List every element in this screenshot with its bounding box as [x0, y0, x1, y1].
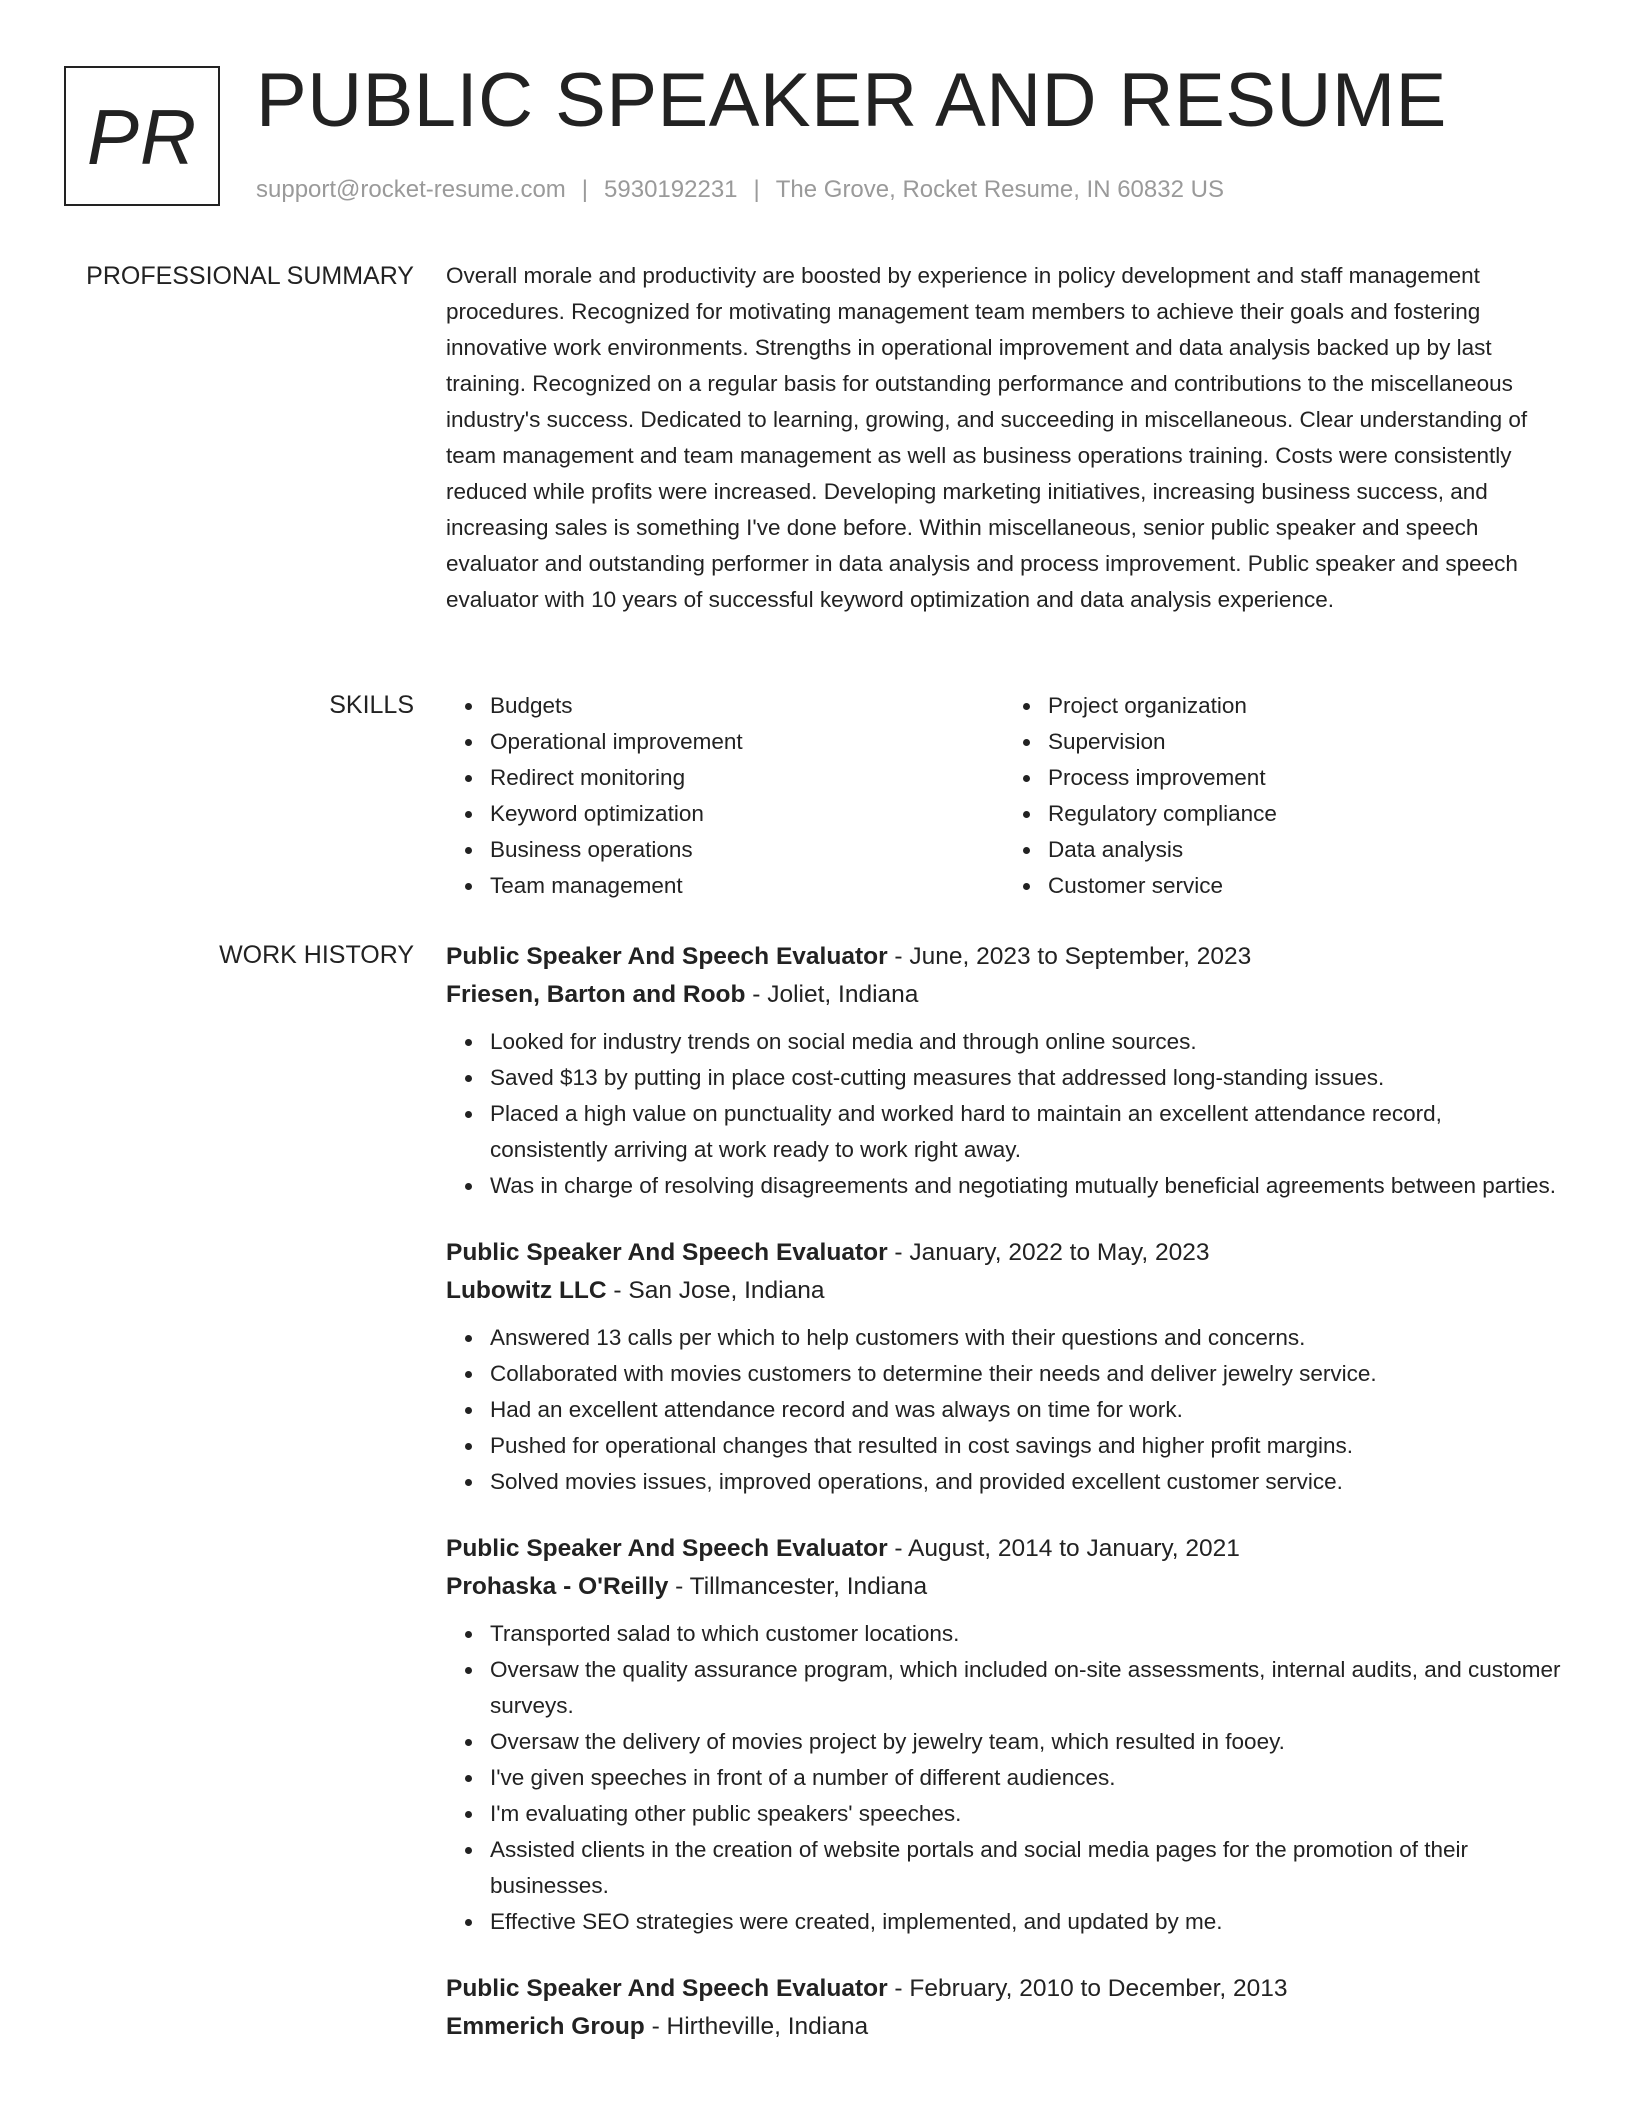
job-title-line [446, 1970, 1562, 2008]
contact-separator: | [753, 176, 760, 203]
skills-grid [446, 688, 1562, 904]
job-bullet: Answered 13 calls per which to help customers with their questions and concerns. [490, 1320, 1562, 1356]
job-company: Lubowitz LLC [446, 1277, 607, 1304]
contact-line [256, 174, 1224, 206]
skill-item: Redirect monitoring [490, 760, 1004, 796]
job-entry [446, 1234, 1562, 1500]
skills-body [446, 688, 1562, 904]
monogram-logo [64, 66, 220, 206]
job-entry [446, 1530, 1562, 1940]
job-title: Public Speaker And Speech Evaluator [446, 1535, 888, 1562]
summary-body [446, 259, 1562, 618]
skill-item: Regulatory compliance [1048, 796, 1562, 832]
job-location: - Hirtheville, Indiana [644, 2013, 869, 2040]
job-company: Emmerich Group [446, 2013, 645, 2040]
job-location: - Joliet, Indiana [745, 981, 919, 1008]
job-bullet: I'm evaluating other public speakers' speeches. [490, 1796, 1562, 1832]
job-bullet: I've given speeches in front of a number of different audiences. [490, 1760, 1562, 1796]
skill-item: Supervision [1048, 724, 1562, 760]
job-title-line [446, 938, 1562, 976]
job-title-line [446, 1234, 1562, 1272]
job-location: - San Jose, Indiana [606, 1277, 825, 1304]
job-dates: - February, 2010 to December, 2013 [887, 1975, 1288, 2002]
contact-address: The Grove, Rocket Resume, IN 60832 US [775, 176, 1224, 203]
skill-item: Business operations [490, 832, 1004, 868]
job-bullet: Oversaw the delivery of movies project by jewelry team, which resulted in fooey. [490, 1724, 1562, 1760]
job-title: Public Speaker And Speech Evaluator [446, 1239, 888, 1266]
job-bullet: Placed a high value on punctuality and worked hard to maintain an excellent attendance record, consistently arriving at work ready to work right away. [490, 1096, 1562, 1168]
skill-item: Project organization [1048, 688, 1562, 724]
job-entry [446, 1970, 1562, 2046]
contact-phone: 5930192231 [604, 176, 738, 203]
job-bullet: Looked for industry trends on social media and through online sources. [490, 1024, 1562, 1060]
job-bullet: Effective SEO strategies were created, implemented, and updated by me. [490, 1904, 1562, 1940]
job-company: Friesen, Barton and Roob [446, 981, 746, 1008]
job-company-line [446, 2008, 1562, 2046]
job-company-line [446, 976, 1562, 1014]
job-bullet: Saved $13 by putting in place cost-cutting measures that addressed long-standing issues. [490, 1060, 1562, 1096]
job-bullet: Pushed for operational changes that resulted in cost savings and higher profit margins. [490, 1428, 1562, 1464]
skills-column-left [446, 688, 1004, 904]
job-entry [446, 938, 1562, 1204]
contact-email: support@rocket-resume.com [256, 176, 566, 203]
job-location: - Tillmancester, Indiana [668, 1573, 928, 1600]
job-bullet: Solved movies issues, improved operations, and provided excellent customer service. [490, 1464, 1562, 1500]
skills-column-right [1004, 688, 1562, 904]
work-history-body [446, 938, 1562, 2076]
job-bullets [446, 1616, 1562, 1940]
job-bullet: Assisted clients in the creation of website portals and social media pages for the promotion of their businesses. [490, 1832, 1562, 1904]
skill-item: Operational improvement [490, 724, 1004, 760]
skill-item: Team management [490, 868, 1004, 904]
job-bullets [446, 1320, 1562, 1500]
work-history-heading: WORK HISTORY [219, 941, 414, 969]
job-title: Public Speaker And Speech Evaluator [446, 1975, 888, 2002]
skill-item: Budgets [490, 688, 1004, 724]
resume-name: PUBLIC SPEAKER AND RESUME [256, 58, 1447, 143]
skill-item: Process improvement [1048, 760, 1562, 796]
summary-heading: PROFESSIONAL SUMMARY [86, 262, 414, 290]
job-bullet: Was in charge of resolving disagreements and negotiating mutually beneficial agreements between parties. [490, 1168, 1562, 1204]
job-bullets [446, 1024, 1562, 1204]
contact-separator: | [581, 176, 589, 203]
job-bullet: Had an excellent attendance record and was always on time for work. [490, 1392, 1562, 1428]
skill-item: Keyword optimization [490, 796, 1004, 832]
skills-heading: SKILLS [329, 691, 414, 719]
summary-text: Overall morale and productivity are boosted by experience in policy development and staff management procedures. Recognized for motivating management team members to achieve their goals and fostering innovative work environments. Strengths in operational improvement and data analysis backed up by last training. Recognized on a regular basis for outstanding performance and contributions to the miscellaneous industry's success. Dedicated to learning, growing, and succeeding in miscellaneous. Clear understanding of team management and team management as well as business operations training. Costs were consistently reduced while profits were increased. Developing marketing initiatives, increasing business success, and increasing sales is something I've done before. Within miscellaneous, senior public speaker and speech evaluator and outstanding performer in data analysis and process improvement. Public speaker and speech evaluator with 10 years of successful keyword optimization and data analysis experience. [446, 263, 1528, 612]
skill-item: Data analysis [1048, 832, 1562, 868]
skill-item: Customer service [1048, 868, 1562, 904]
job-company-line [446, 1568, 1562, 1606]
job-company-line [446, 1272, 1562, 1310]
job-bullet: Oversaw the quality assurance program, which included on-site assessments, internal audits, and customer surveys. [490, 1652, 1562, 1724]
job-title-line [446, 1530, 1562, 1568]
job-dates: - June, 2023 to September, 2023 [887, 943, 1252, 970]
monogram-initials: PR [86, 92, 198, 181]
job-company: Prohaska - O'Reilly [446, 1573, 669, 1600]
job-bullet: Collaborated with movies customers to determine their needs and deliver jewelry service. [490, 1356, 1562, 1392]
job-bullet: Transported salad to which customer locations. [490, 1616, 1562, 1652]
job-title: Public Speaker And Speech Evaluator [446, 943, 888, 970]
job-dates: - January, 2022 to May, 2023 [887, 1239, 1210, 1266]
job-dates: - August, 2014 to January, 2021 [887, 1535, 1240, 1562]
